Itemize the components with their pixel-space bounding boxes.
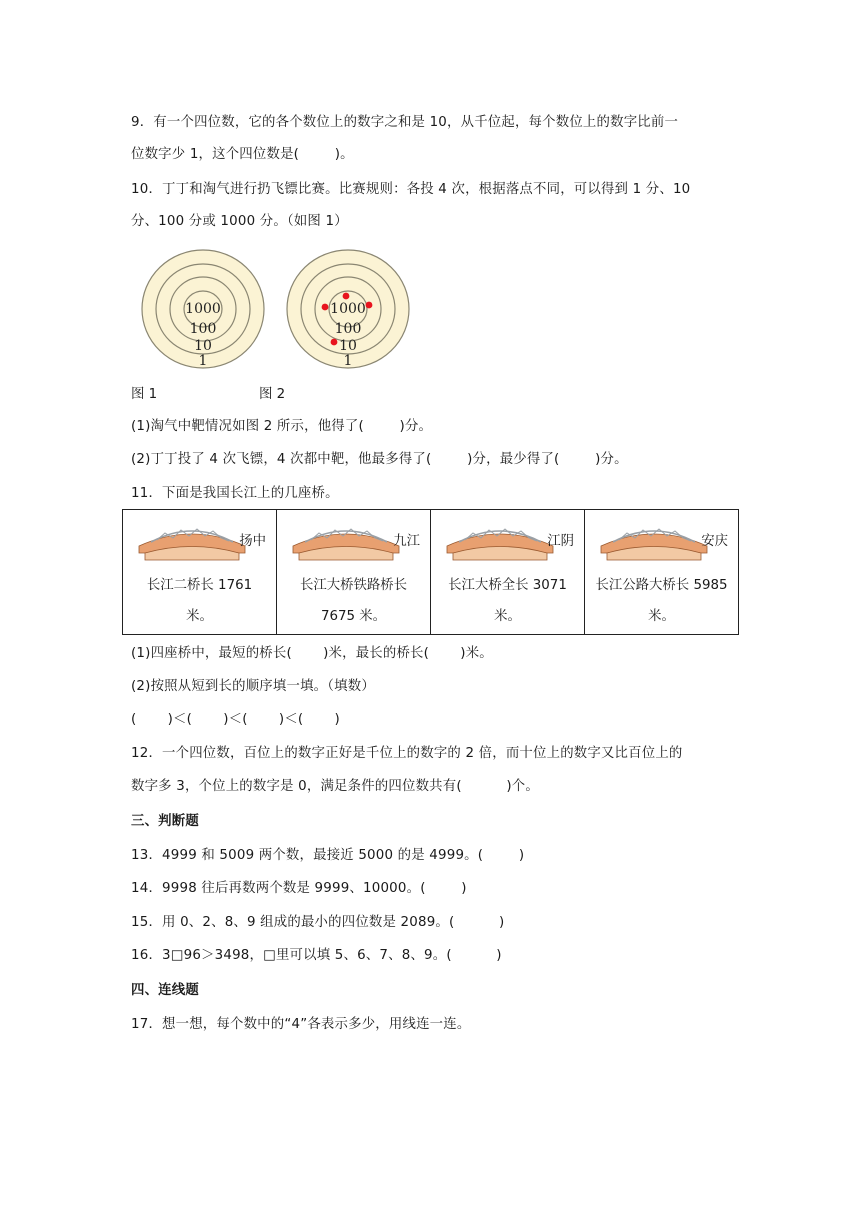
figure-2-caption: 图 2 bbox=[259, 387, 286, 402]
bridge-cell bbox=[277, 510, 431, 635]
dart-hit bbox=[331, 339, 338, 346]
bridge-city: 九江 bbox=[393, 534, 420, 549]
dart-hit bbox=[366, 302, 373, 309]
dart-hit bbox=[343, 293, 350, 300]
bridge-cell bbox=[123, 510, 277, 635]
q13: 13．4999 和 5009 两个数，最接近 5000 的是 4999。( ) bbox=[131, 848, 525, 863]
bridge-city: 扬中 bbox=[239, 534, 266, 549]
q16: 16．3□96＞3498，□里可以填 5、6、7、8、9。( ) bbox=[131, 948, 502, 963]
q11-sub2: (2)按照从短到长的顺序填一填。（填数） bbox=[131, 679, 375, 694]
score-label-10: 10 bbox=[339, 338, 357, 354]
bridge-description: 长江二桥长 1761 米。 bbox=[146, 578, 253, 624]
bridge-image bbox=[137, 520, 247, 562]
section-heading-matching: 四、连线题 bbox=[131, 983, 199, 998]
q9-line1: 9．有一个四位数，它的各个数位上的数字之和是 10，从千位起，每个数位上的数字比前一 bbox=[131, 115, 679, 130]
score-label-10: 10 bbox=[194, 338, 212, 354]
score-label-1000: 1000 bbox=[330, 301, 366, 317]
score-label-100: 100 bbox=[334, 321, 362, 337]
score-label-100: 100 bbox=[189, 321, 217, 337]
q10-sub1: (1)淘气中靶情况如图 2 所示，他得了( )分。 bbox=[131, 419, 433, 434]
score-label-1: 1 bbox=[343, 353, 353, 369]
section-heading-judgment: 三、判断题 bbox=[131, 814, 199, 829]
score-label-1: 1 bbox=[198, 353, 208, 369]
bridge-image bbox=[291, 520, 401, 562]
bridge-image bbox=[445, 520, 555, 562]
bridges-table bbox=[122, 509, 739, 635]
q14: 14．9998 往后再数两个数是 9999、10000。( ) bbox=[131, 881, 467, 896]
q11-sub1: (1)四座桥中，最短的桥长( )米，最长的桥长( )米。 bbox=[131, 646, 493, 661]
figure-1-caption: 图 1 bbox=[131, 387, 158, 402]
dart-hit bbox=[322, 304, 329, 311]
bridge-city: 安庆 bbox=[701, 534, 728, 549]
bridge-description: 长江大桥铁路桥长 7675 米。 bbox=[299, 578, 408, 624]
q10-line1: 10．丁丁和淘气进行扔飞镖比赛。比赛规则：各投 4 次，根据落点不同，可以得到 1 分、10 bbox=[131, 182, 691, 197]
bridge-cell bbox=[431, 510, 585, 635]
bridge-city: 江阴 bbox=[547, 534, 574, 549]
q12-line2: 数字多 3，个位上的数字是 0，满足条件的四位数共有( )个。 bbox=[131, 779, 539, 794]
q10-line2: 分、100 分或 1000 分。（如图 1） bbox=[131, 214, 348, 229]
bridge-cell bbox=[585, 510, 739, 635]
bridge-image bbox=[599, 520, 709, 562]
q10-sub2: (2)丁丁投了 4 次飞镖，4 次都中靶，他最多得了( )分，最少得了( )分。 bbox=[131, 452, 628, 467]
q11-line1: 11．下面是我国长江上的几座桥。 bbox=[131, 486, 339, 501]
q11-order: ( )＜( )＜( )＜( ) bbox=[131, 712, 340, 727]
q17: 17．想一想，每个数中的“4”各表示多少，用线连一连。 bbox=[131, 1017, 471, 1032]
score-label-1000: 1000 bbox=[185, 301, 221, 317]
q9-line2: 位数字少 1，这个四位数是( )。 bbox=[131, 147, 354, 162]
dartboard-figure-2 bbox=[285, 248, 411, 370]
q15: 15．用 0、2、8、9 组成的最小的四位数是 2089。( ) bbox=[131, 915, 505, 930]
bridge-description: 长江公路大桥长 5985 米。 bbox=[595, 578, 728, 624]
dartboard-figure-1 bbox=[140, 248, 266, 370]
bridge-description: 长江大桥全长 3071 米。 bbox=[448, 578, 567, 624]
q12-line1: 12．一个四位数，百位上的数字正好是千位上的数字的 2 倍，而十位上的数字又比百位上的 bbox=[131, 746, 683, 761]
